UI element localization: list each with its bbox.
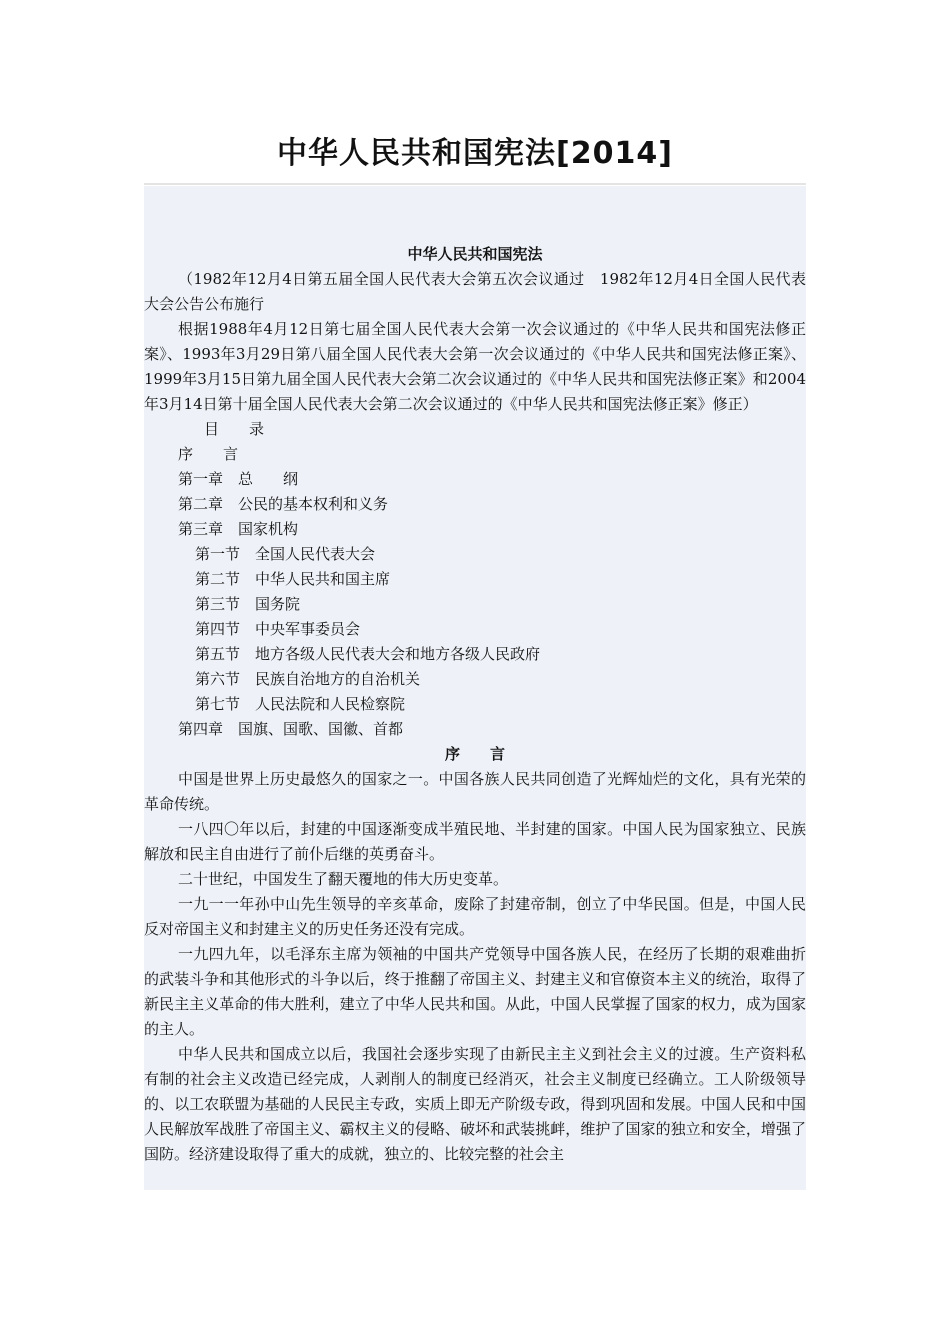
toc-item: 第二节 中华人民共和国主席 — [195, 570, 391, 588]
preamble-paragraph: 一九四九年，以毛泽东主席为领袖的中国共产党领导中国各族人民，在经历了长期的艰难曲折的武装斗争和其他形式的斗争以后，终于推翻了帝国主义、封建主义和官僚资本主义的统治，取得了新民主主义革命的伟大胜利，建立了中华人民共和国。从此，中国人民掌握了国家的权力，成为国家的主人。 — [144, 945, 806, 1038]
toc-item: 第一章 总 纲 — [178, 470, 299, 488]
preamble-paragraph: 中国是世界上历史最悠久的国家之一。中国各族人民共同创造了光辉灿烂的文化，具有光荣的革命传统。 — [144, 770, 806, 813]
law-title: 中华人民共和国宪法 — [407, 245, 543, 263]
preamble-paragraph: 二十世纪，中国发生了翻天覆地的伟大历史变革。 — [178, 870, 509, 888]
title-divider — [144, 183, 806, 185]
toc-heading: 目 录 — [204, 420, 265, 438]
toc-item: 第四节 中央军事委员会 — [195, 620, 361, 638]
page-title: 中华人民共和国宪法[2014] — [277, 136, 673, 171]
intro-paragraph: （1982年12月4日第五届全国人民代表大会第五次会议通过 1982年12月4日全国人民代表大会公告公布施行 — [144, 270, 806, 313]
toc-item: 第四章 国旗、国歌、国徽、首都 — [178, 720, 404, 738]
preamble-heading: 序 言 — [444, 745, 505, 763]
toc-item: 第七节 人民法院和人民检察院 — [195, 695, 406, 713]
intro-paragraph: 根据1988年4月12日第七届全国人民代表大会第一次会议通过的《中华人民共和国宪法修正案》、1993年3月29日第八届全国人民代表大会第一次会议通过的《中华人民共和国宪法修正案》、1999年3月15日第九届全国人民代表大会第二次会议通过的《中华人民共和国宪法修正案》和2004年3月14日第十届全国人民代表大会第二次会议通过的《中华人民共和国宪法修正案》修正） — [144, 320, 806, 413]
toc-item: 第二章 公民的基本权利和义务 — [178, 495, 389, 513]
preamble-paragraph: 一九一一年孙中山先生领导的辛亥革命，废除了封建帝制，创立了中华民国。但是，中国人民反对帝国主义和封建主义的历史任务还没有完成。 — [144, 895, 806, 938]
toc-item: 第三章 国家机构 — [178, 520, 299, 538]
toc-item: 第一节 全国人民代表大会 — [195, 545, 376, 563]
document-body — [144, 186, 806, 1190]
toc-item: 第三节 国务院 — [195, 595, 301, 613]
toc-item: 第五节 地方各级人民代表大会和地方各级人民政府 — [195, 645, 541, 663]
preamble-paragraph: 中华人民共和国成立以后，我国社会逐步实现了由新民主主义到社会主义的过渡。生产资料私有制的社会主义改造已经完成，人剥削人的制度已经消灭，社会主义制度已经确立。工人阶级领导的、以工农联盟为基础的人民民主专政，实质上即无产阶级专政，得到巩固和发展。中国人民和中国人民解放军战胜了帝国主义、霸权主义的侵略、破坏和武装挑衅，维护了国家的独立和安全，增强了国防。经济建设取得了重大的成就，独立的、比较完整的社会主 — [144, 1045, 806, 1163]
document-inner — [144, 186, 806, 1167]
toc-item: 第六节 民族自治地方的自治机关 — [195, 670, 421, 688]
toc-item: 序 言 — [178, 445, 239, 463]
preamble-paragraph: 一八四〇年以后，封建的中国逐渐变成半殖民地、半封建的国家。中国人民为国家独立、民族解放和民主自由进行了前仆后继的英勇奋斗。 — [144, 820, 806, 863]
